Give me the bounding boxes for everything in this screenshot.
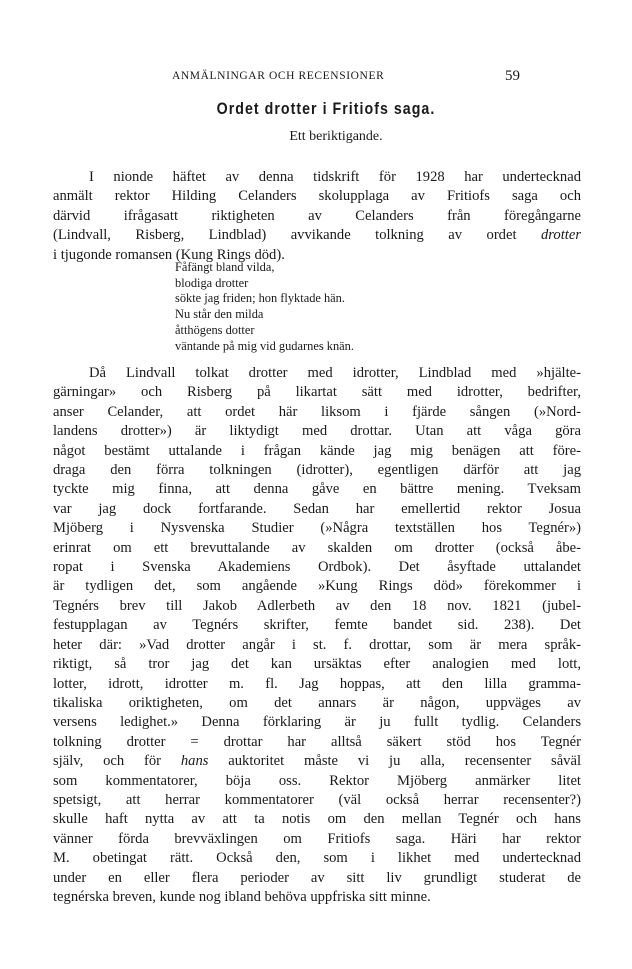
text-line: spetsigt, att herrar kommentatorer (väl också herrar recensenter?): [53, 791, 581, 808]
poem-line: väntande på mig vid gudarnes knän.: [175, 338, 354, 353]
text-line: ropat i Svenska Akademiens Ordbok). Det åsyftade uttalandet: [53, 559, 581, 576]
text-line: anser Celander, att ordet här liksom i fjärde sången (»Nord-: [53, 403, 581, 420]
text-line: lotter, idrott, idrotter m. fl. Jag hoppas, att den lilla gramma-: [53, 675, 581, 692]
text-line: tegnérska breven, kunde nog ibland behöva uppfriska sitt minne.: [53, 888, 431, 905]
text-line: Mjöberg i Nysvenska Studier (»Några textställen hos Tegnér»): [53, 520, 581, 537]
text-line: heter där: »Vad drotter angår i st. f. drottar, som är mera språk-: [53, 636, 581, 653]
text-line: M. obetingat rätt. Också den, som i likhet med undertecknad: [53, 850, 581, 867]
text-line: tikaliska oriktigheten, om det annars är någon, uppväges av: [53, 694, 581, 711]
article-subtitle: Ett beriktigande.: [289, 129, 383, 144]
text-line: landens drotter») är liktydigt med drottar. Utan att våga göra: [53, 423, 581, 440]
poem-quote: [175, 260, 354, 354]
text-segment: auktoritet måste vi ju alla, recensenter såväl: [208, 753, 582, 770]
text-line: vänner förda brevväxlingen om Fritiofs saga. Häri har rektor: [53, 830, 581, 847]
text-line: [53, 226, 581, 245]
text-line: anmält rektor Hilding Celanders skolupplaga av Fritiofs saga och: [53, 188, 581, 205]
poem-line: blodiga drotter: [175, 275, 249, 290]
text-line: som kommentatorer, böja oss. Rektor Mjöberg anmärker litet: [53, 772, 581, 789]
article-title: Ordet drotter i Fritiofs saga.: [216, 100, 436, 118]
text-line: därvid ifrågasatt riktigheten av Celanders från föregångarne: [53, 207, 581, 224]
text-line: var jag dock fortfarande. Sedan har emellertid rektor Josua: [53, 500, 581, 517]
text-line: riktigt, så tror jag det kan ursäktas efter analogien med lott,: [53, 656, 581, 673]
text-line: erinrat om ett brevuttalande av skalden om drotter (också åbe-: [53, 539, 581, 556]
text-line: Tegnérs brev till Jakob Adlerbeth av den 18 nov. 1821 (jubel-: [53, 597, 581, 614]
text-line: något bestämt uttalande i frågan kände jag mig benägen att före-: [53, 442, 581, 459]
text-segment: själv, och för: [53, 753, 181, 770]
text-line: tolkning drotter = drottar har alltså säkert stöd hos Tegnér: [53, 733, 581, 750]
text-line: under en eller flera perioder av sitt liv grundligt studerat de: [53, 869, 581, 886]
text-line: tyckte mig finna, att denna gåve en bättre mening. Tveksam: [53, 481, 581, 498]
text-line: versens ledighet.» Denna förklaring är ju fullt tydlig. Celanders: [53, 714, 581, 731]
text-line: I nionde häftet av denna tidskrift för 1928 har undertecknad: [89, 169, 581, 185]
text-segment: (Lindvall, Risberg, Lindblad) avvikande tolkning av ordet: [53, 227, 541, 244]
text-line: gärningar» och Risberg på likartat sätt med idrotter, bedrifter,: [53, 384, 581, 401]
italic-word: hans: [180, 753, 209, 770]
paragraph-2: [53, 364, 581, 907]
text-line: Då Lindvall tolkat drotter med idrotter, Lindblad med »hjälte-: [89, 365, 581, 381]
poem-line: Fåfängt bland vilda,: [175, 260, 275, 274]
text-line: [53, 752, 581, 771]
text-line: festupplagan av Tegnérs skrifter, femte bandet sid. 238). Det: [53, 617, 581, 634]
poem-line: Nu står den milda: [175, 307, 264, 322]
running-title: ANMÄLNINGAR OCH RECENSIONER: [172, 70, 385, 82]
page-number: 59: [505, 68, 520, 84]
text-line: draga den förra tolkningen (idrotter), egentligen därför att jag: [53, 462, 581, 479]
running-header: [0, 70, 632, 90]
text-line: i tjugonde romansen (Kung Rings död).: [53, 246, 285, 263]
poem-line: sökte jag friden; hon flyktade hän.: [175, 291, 345, 306]
text-line: är tydligen det, som angående »Kung Rings död» förekommer i: [53, 578, 581, 595]
text-line: skulle haft nytta av att ta notis om den mellan Tegnér och hans: [53, 811, 581, 828]
italic-word: drotter: [541, 227, 581, 244]
poem-line: åtthögens dotter: [175, 322, 255, 337]
paragraph-1: [53, 168, 581, 265]
